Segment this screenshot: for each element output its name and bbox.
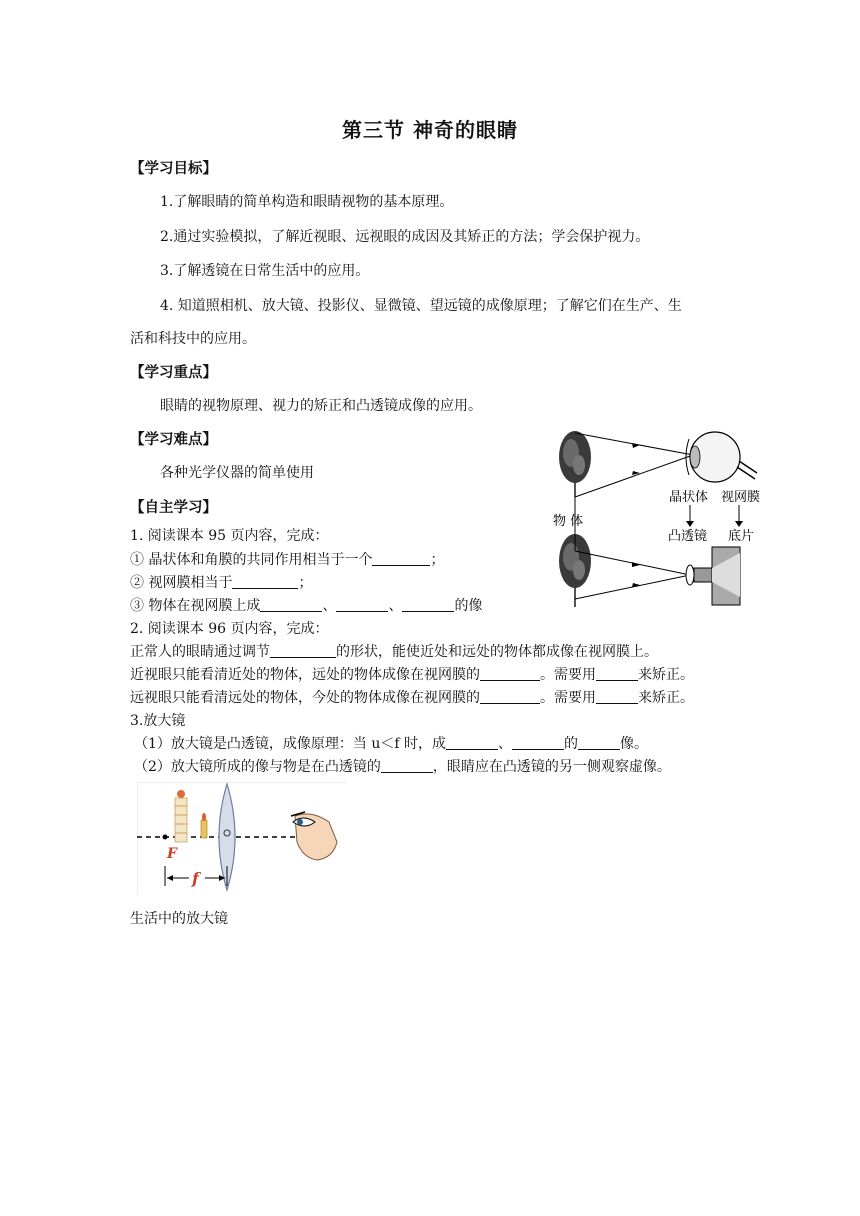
- q3-item-b: （2）放大镜所成的像与物是在凸透镜的 ，眼睛应在凸透镜的另一侧观察虚像。: [134, 759, 671, 775]
- blank-field[interactable]: [381, 758, 433, 773]
- page-title: 第三节 神奇的眼睛: [342, 118, 518, 142]
- blank-field[interactable]: [596, 689, 638, 704]
- q3-item-a: （1）放大镜是凸透镜，成像原理：当 u＜f 时，成 、 的 像。: [134, 736, 649, 752]
- blank-field[interactable]: [578, 735, 620, 750]
- focus-text: 眼睛的视物原理、视力的矫正和凸透镜成像的应用。: [160, 398, 482, 414]
- goal-item-1: 1.了解眼睛的简单构造和眼睛视物的基本原理。: [160, 194, 454, 210]
- q1-item-c: ③ 物体在视网膜上成 、 、 的像: [130, 598, 483, 614]
- magnifier-caption: 生活中的放大镜: [130, 911, 228, 927]
- goal-item-4: 4. 知道照相机、放大镜、投影仪、显微镜、望远镜的成像原理；了解它们在生产、生: [160, 298, 682, 314]
- blank-field[interactable]: [402, 597, 454, 612]
- q2-item-c: 远视眼只能看清远处的物体，今处的物体成像在视网膜的 。需要用 来矫正。: [130, 690, 694, 706]
- q2-item-a: 正常人的眼睛通过调节 的形状，能使近处和远处的物体都成像在视网膜上。: [130, 644, 658, 660]
- label-F: F: [167, 846, 177, 862]
- label-convex: 凸透镜: [668, 529, 708, 544]
- blank-field[interactable]: [372, 551, 430, 566]
- label-f: f: [192, 869, 199, 888]
- q1-item-a: ① 晶状体和角膜的共同作用相当于一个 ；: [130, 552, 445, 568]
- blank-field[interactable]: [512, 735, 564, 750]
- goals-heading: 【学习目标】: [130, 161, 217, 177]
- eye-camera-diagram: [545, 425, 785, 620]
- object-icon: [175, 790, 187, 842]
- difficulty-heading: 【学习难点】: [130, 432, 217, 448]
- camera-icon: [686, 547, 740, 605]
- q1-item-b: ② 视网膜相当于 ；: [130, 575, 313, 591]
- blank-field[interactable]: [480, 666, 540, 681]
- blank-field[interactable]: [446, 735, 498, 750]
- goal-item-3: 3.了解透镜在日常生活中的应用。: [160, 263, 370, 279]
- eye-icon: [686, 432, 757, 482]
- difficulty-text: 各种光学仪器的简单使用: [160, 465, 314, 481]
- q3-heading: 3.放大镜: [130, 713, 186, 729]
- blank-field[interactable]: [260, 597, 322, 612]
- tree-icon: [559, 431, 591, 497]
- goal-item-2: 2.通过实验模拟，了解近视眼、远视眼的成因及其矫正的方法；学会保护视力。: [160, 229, 650, 245]
- label-lens: 晶状体: [669, 490, 709, 505]
- q2-intro: 2. 阅读课本 96 页内容，完成：: [130, 621, 329, 637]
- blank-field[interactable]: [270, 643, 336, 658]
- blank-field[interactable]: [232, 574, 298, 589]
- q1-intro: 1. 阅读课本 95 页内容，完成：: [130, 528, 329, 544]
- label-film: 底片: [728, 529, 755, 544]
- magnifier-diagram: [137, 782, 347, 895]
- blank-field[interactable]: [336, 597, 388, 612]
- label-object: 物 体: [553, 514, 584, 529]
- goal-item-4-cont: 活和科技中的应用。: [130, 331, 256, 347]
- blank-field[interactable]: [480, 689, 540, 704]
- label-retina: 视网膜: [721, 490, 761, 505]
- focal-point: [163, 835, 168, 840]
- focus-heading: 【学习重点】: [130, 365, 217, 381]
- blank-field[interactable]: [596, 666, 638, 681]
- self-study-heading: 【自主学习】: [130, 500, 217, 516]
- q2-item-b: 近视眼只能看清近处的物体，远处的物体成像在视网膜的 。需要用 来矫正。: [130, 667, 694, 683]
